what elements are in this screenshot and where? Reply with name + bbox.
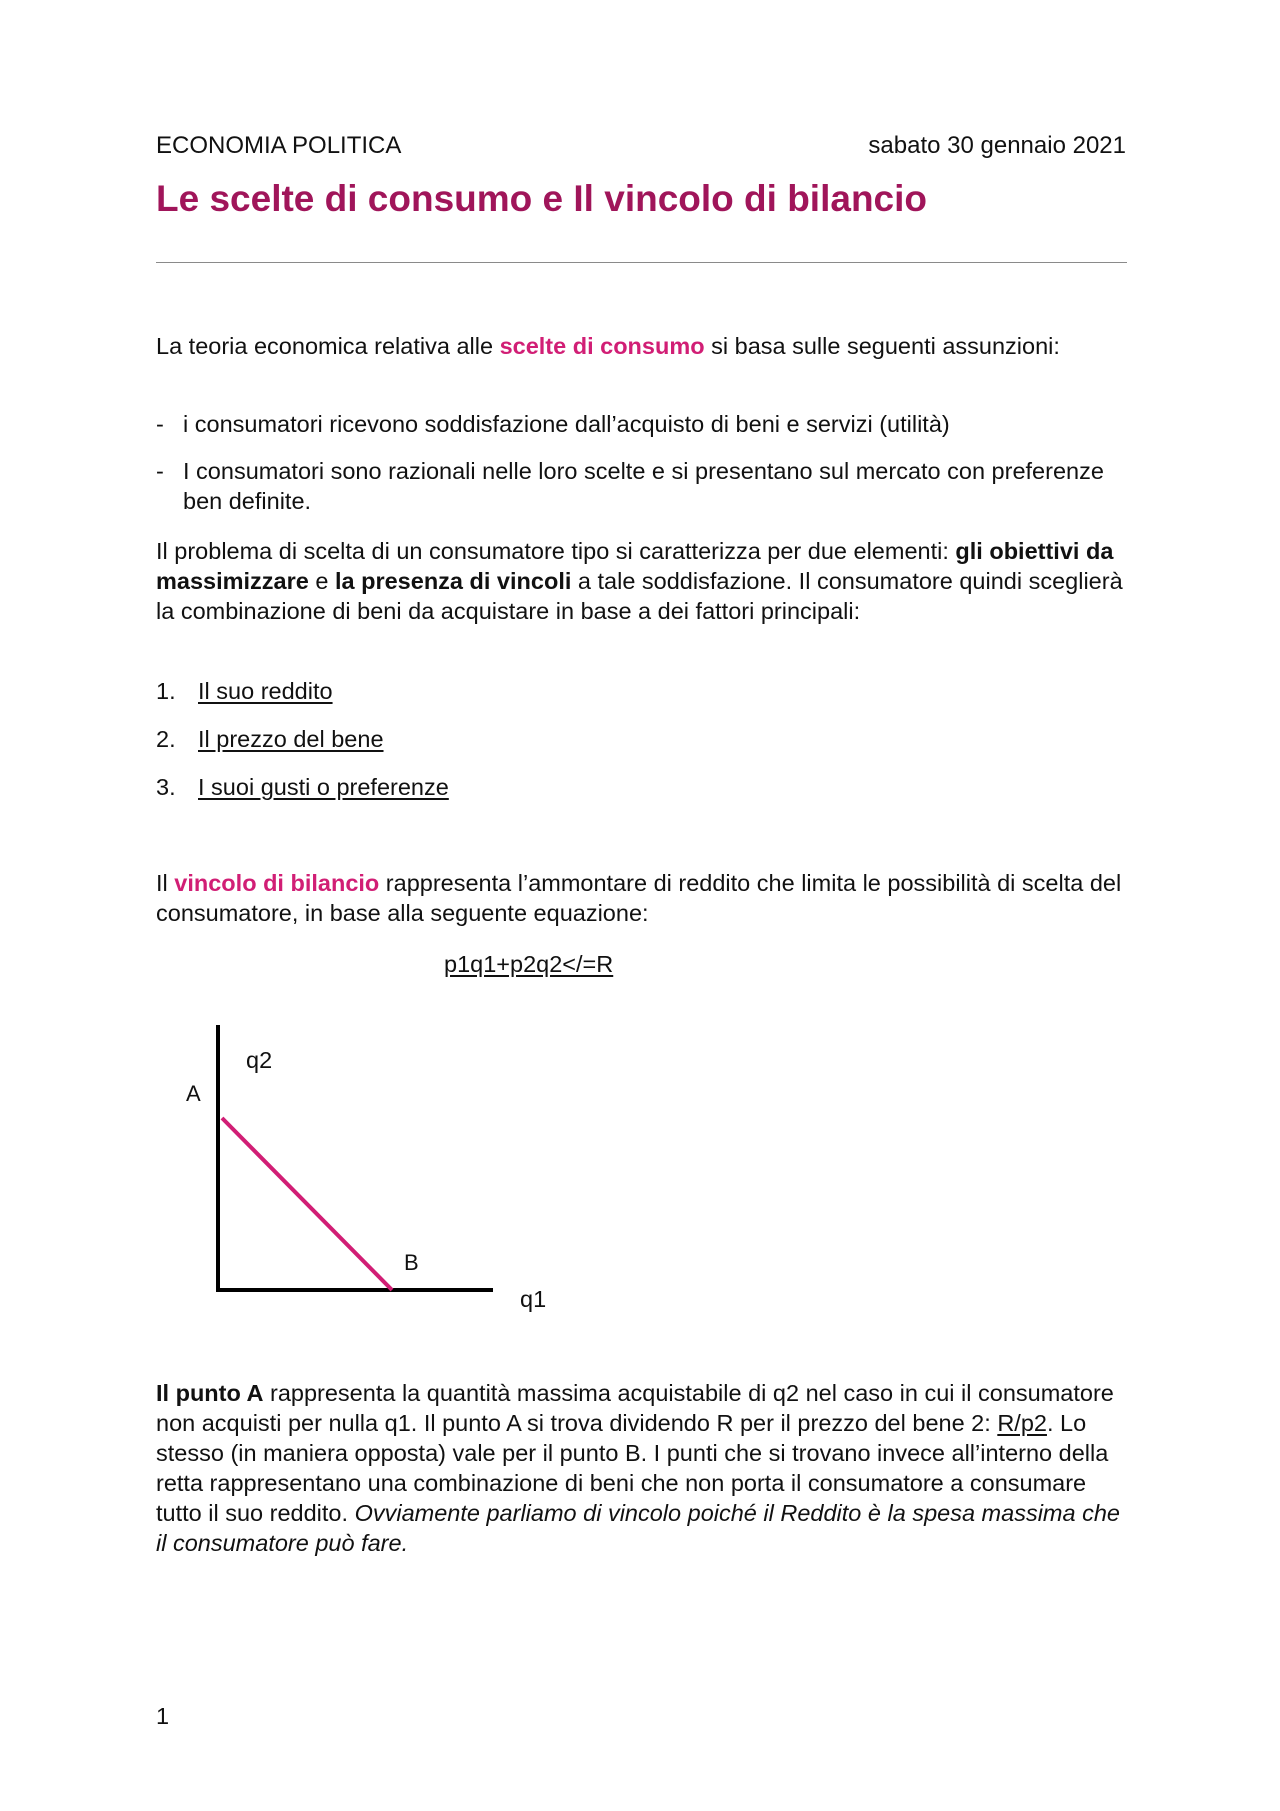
explanation-italic: Ovviamente parliamo di vincolo poiché il Reddito è la spesa massima che il consumatore può fare.: [156, 1500, 1120, 1556]
intro-highlight: scelte di consumo: [499, 333, 705, 359]
intro-text-before: La teoria economica relativa alle: [156, 333, 500, 359]
problem-bold-objectives: gli obiettivi da massimizzare: [156, 538, 1114, 594]
explanation-paragraph: [156, 1378, 1136, 1558]
header-date: sabato 30 gennaio 2021: [868, 132, 1126, 159]
header-subject: ECONOMIA POLITICA: [156, 132, 402, 159]
factor-number: 1.: [156, 678, 176, 704]
y-axis-label: q2: [246, 1047, 273, 1073]
budget-equation: p1q1+p2q2</=R: [444, 951, 614, 977]
constraint-highlight: vincolo di bilancio: [174, 870, 380, 896]
point-b-label: B: [404, 1250, 419, 1275]
page-title: Le scelte di consumo e Il vincolo di bilancio: [156, 178, 928, 219]
factor-number: 2.: [156, 726, 176, 752]
explanation-formula: R/p2: [997, 1410, 1047, 1436]
problem-bold-constraints: la presenza di vincoli: [334, 568, 572, 594]
factor-number: 3.: [156, 774, 176, 800]
point-a-label: A: [186, 1081, 201, 1106]
bullet-dash: -: [156, 458, 164, 484]
problem-text: a tale soddisfazione. Il consumatore quindi sceglierà la combinazione di beni da acquistare in base a dei fattori principali:: [156, 568, 1123, 624]
problem-text: Il problema di scelta di un consumatore tipo si caratterizza per due elementi:: [156, 538, 956, 564]
explanation-bold-point-a: Il punto A: [156, 1380, 264, 1406]
budget-line: [222, 1118, 392, 1290]
explanation-text: rappresenta la quantità massima acquistabile di q2 nel caso in cui il consumatore non acquisti per nulla q1. Il punto A si trova dividendo R per il prezzo del bene 2:: [156, 1380, 1114, 1436]
constraint-text: Il: [156, 870, 175, 896]
x-axis-label: q1: [520, 1286, 547, 1312]
page-number: 1: [156, 1703, 170, 1729]
factor-text: I suoi gusti o preferenze: [198, 774, 449, 800]
factor-text: Il prezzo del bene: [198, 726, 384, 752]
problem-text: e: [308, 568, 335, 594]
assumption-text: I consumatori sono razionali nelle loro scelte e si presentano sul mercato con preferenze ben definite.: [183, 458, 1104, 514]
explanation-text: . Lo stesso (in maniera opposta) vale per il punto B. I punti che si trovano invece all’interno della retta rappresentano una combinazione di beni che non porta il consumatore a consumare tutto il suo reddito.: [156, 1410, 1109, 1526]
assumption-text: i consumatori ricevono soddisfazione dall’acquisto di beni e servizi (utilità): [183, 411, 950, 437]
bullet-dash: -: [156, 411, 164, 437]
constraint-text: rappresenta l’ammontare di reddito che limita le possibilità di scelta del consumatore, in base alla seguente equazione:: [156, 870, 1122, 926]
intro-text-after: si basa sulle seguenti assunzioni:: [704, 333, 1060, 359]
factor-text: Il suo reddito: [198, 678, 333, 704]
